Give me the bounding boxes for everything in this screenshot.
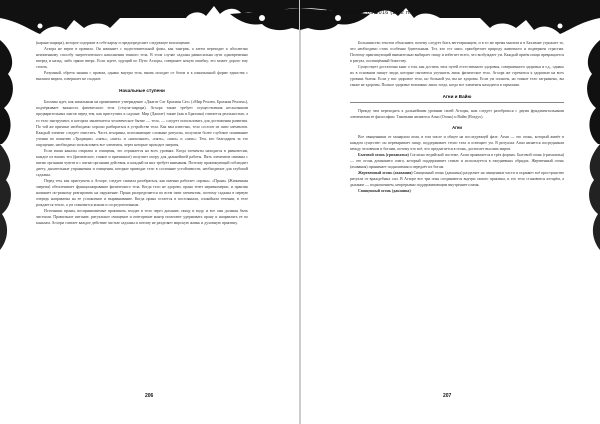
bold-term: Жертвенный огонь (ахавания) (358, 169, 413, 175)
left-paragraph: Источники праны, воспринимаемые практиком, входят в тело через дыхание, пищу и воду, и все они должны быть чистыми. Правильное питание, ритуальное очищение и повторение мантр помогают удерживать прану и направлять ее по каналам. Агхори считает каждое действие частью садханы и потому не разделяет мирскую жизнь и духовную практику. (36, 208, 248, 226)
right-page (300, 0, 600, 424)
left-paragraph: Баххван идет, как начальным на применимое утверждение «Джагат Сат Брахман Сат» («Мир Реален, Брахман Реален»), подчёркивает важность физического тела (стхула-шарира). Агхора также требует осуществления несколькими предварительных шагов перед тем, как приступить к садхане. Мир (Джагат) также (как и Брахман) считается реальностью, а то тело инструмент, в котором заключается человеческое бытие — тело, — следует использовать для достижения развития. По той же причине необходимо хорошо разбираться в устройстве тела. Как вам известно, тело состоит из пяти элементов. Каждый элемент следует очистить. Часть агхорины, исполняющие сложные ритуалы, получили более глубокое понимание учения по понятию «Традиции» «пять», «пять» и «напольное», «пять», «пять» и «пять». Тем, кто благодарен за это ощущение, необходимо использовать все элементы, через которые проходит энергия. (36, 99, 248, 147)
right-page-number: 207 (443, 393, 452, 399)
subsection-heading-agni: Агни (452, 124, 462, 130)
right-paragraph-text: Священный огонь (дакшина) разделяет на священные части и охраняет всё пространство ритуала от враждебных сил. В Агхоре все три огня соединяются внутри самого практика, и его тело становится алтарём, а дыхание — подношением, непрерывно поддерживающим внутреннее пламя. (350, 169, 565, 187)
right-paragraph: Все священники от монархии агни, в том числе и общее на последующей фазе. Агни — это огонь, который живёт в каждом существе: он переваривает пищу, поддерживает тепло тела и освещает ум. В ритуалах Агни является посредником между человеком и богами, потому что всё, что предлагается в огонь, достигает высших миров. (350, 133, 564, 151)
right-paragraph: Существует достаточно книг о том, как достичь этих путей естественного здоровья, совершенного здоровья и т.д., однако их в основном пишут люди, которые пытаются улучшить лишь физическое тело. Агхора же стремится к здоровью на всех уровнях бытия. Если у вас здоровое тело, но больной ум, вы не здоровы. Если ум спокоен, но тонкое тело загрязнено, вы также не здоровы. Полное здоровье возможно лишь тогда, когда все элементы находятся в гармонии. (350, 64, 564, 88)
bold-term: Священный огонь (дакшина) (358, 187, 411, 193)
top-right-ornament (300, 0, 600, 36)
left-paragraph: Если ваши каналы открыты и очищены, это отражается на всех уровнях. Когда элементы находятся в равновесии, каждое из ваших тел (физическое, тонкое и причинное) получает опору для дальнейшей работы. Пять элементов связаны с пятью органами чувств и с пятью органами действия, и каждый из них требует внимания. Поэтому практикующий соблюдает диету, дыхательные упражнения и очищения, которые приводят тело в состояние устойчивости, необходимое для глубокой садханы. (36, 147, 248, 177)
left-page-number: 206 (145, 393, 154, 399)
top-left-ornament (0, 0, 300, 36)
left-paragraph: (карана-шарира), которое содержит в себе карму и предопределяет следующее воплощение. (36, 40, 191, 45)
right-paragraph (350, 170, 564, 188)
left-paragraph: Перед тем, как приступить к Агхоре, следует сначала разобраться, как именно работает «прана». «Прана» (Жизненная энергия) обеспечивает функционирование физического тела. Когда тело не здорово, прана течет неравномерно, и практик начинает по-разному реагировать на окружение. Прана распределяется по всем пяти элементам, поэтому садхана в первую очередь направлена на ее успокоение и выравнивание. Когда прана остается в постоянном, спокойном течении, в теле рождается тепло, а ум становится ясным и сосредоточенным. (36, 177, 248, 208)
left-paragraph: Агхора не верит в правила. Он начинает с подготовительной фазы, как тантрик, а затем переходит к абсолютно неизменному способу энергетического наполнения тонкого тела. В этом случае садхана равносильна пути одновременно вперед и назад, либо прямо вверх. Если идете, идущий по Пути Агхоры, совершает некую ошибку, это может дорого ему стоить. (36, 46, 248, 70)
left-page-body (36, 40, 248, 226)
right-paragraph (350, 152, 564, 170)
left-paragraph: Разумный, обретя знания с правом, однако внутри тела, вновь исходит от богов и к изначальной форме единства с высшим миром, совершает не сходное. (36, 70, 248, 82)
bold-term: Бытовой огонь (грихапатья) (358, 151, 409, 157)
right-margin-ornament (578, 40, 600, 260)
right-paragraph-text: Согласно ведийской системе, Агни проявляется в трёх формах. Бытовой огонь (грихапатья) — это огонь домашнего очага, который поддерживает семью и используется в ежедневных обрядах. Жертвенный огонь (ахавания) принимает подношения и передаёт их богам. (350, 151, 565, 169)
left-margin-ornament (0, 40, 22, 260)
right-running-header: АПОКРИФ № 3, 05.2016 (25.2 п.л.) (322, 10, 419, 16)
right-paragraph: Прежде чем переходить к дальнейшим уровням своей Агхоры, нам следует разобраться с двумя фундаментальными элементами ее философии. Таковыми являются Агни (Огонь) и Вайю (Воздух). (350, 108, 564, 120)
section-heading-initial-stages: Начальные ступени (119, 88, 165, 94)
right-page-body (350, 40, 564, 194)
section-heading-agni-vayu: Агни и Вайю (350, 94, 564, 103)
right-paragraph: Большинство текстов объясняют, почему следует быть вегетарианцем, и в то же время многим и в Баххване угрожает то, что необходимо стать особенно бдительным. Тот, кто ест мясо, приобретает природу животного и подвержен страстям. Поэтому практикующий внимательно выбирает пищу и избегает всего, что возбуждает ум. Каждый приём пищи превращается в ритуал, посвящённый божеству. (350, 40, 564, 64)
right-paragraph (350, 188, 564, 194)
left-running-header: ТРАДИЦИИ И ПРОРОКИ (122, 10, 191, 16)
